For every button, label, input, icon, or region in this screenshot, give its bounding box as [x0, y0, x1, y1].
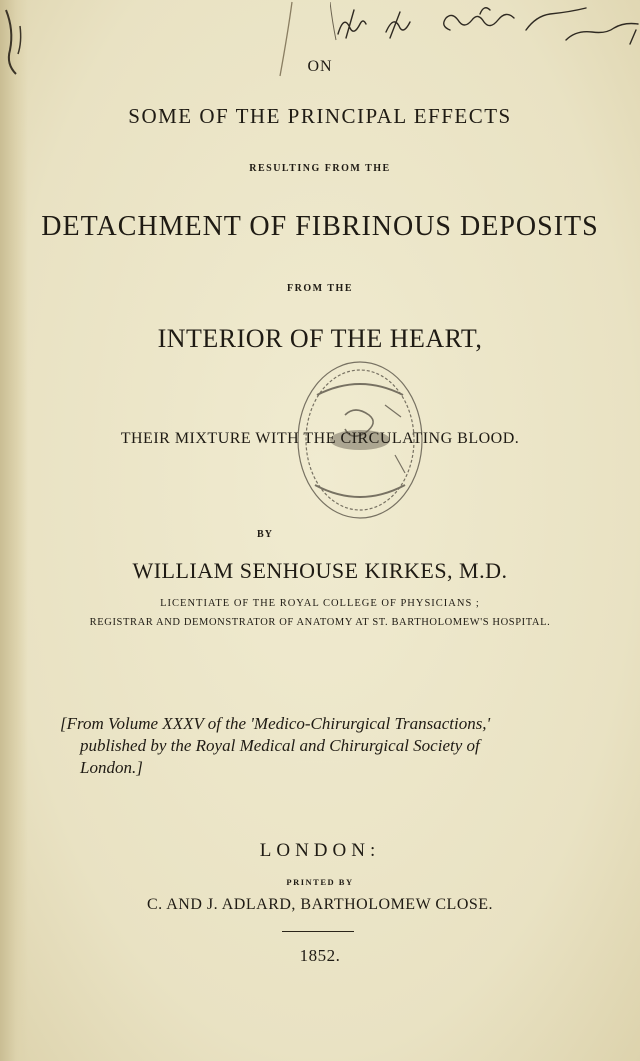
printed-by-label: PRINTED BY	[286, 877, 354, 887]
citation-line-2: published by the Royal Medical and Chirurgical Society of	[80, 736, 480, 755]
subtitle-resulting: RESULTING FROM THE	[249, 163, 391, 174]
subtitle-from-the: FROM THE	[287, 283, 353, 294]
margin-ink-mark	[0, 0, 60, 90]
preposition-on: ON	[307, 58, 333, 75]
citation-note	[60, 713, 600, 779]
publication-year: 1852.	[299, 946, 341, 965]
handwritten-inscription	[330, 0, 640, 48]
by-label: BY	[257, 529, 273, 540]
title-line-4: THEIR MIXTURE WITH THE CIRCULATING BLOOD.	[120, 430, 520, 447]
citation-line-3: London.]	[80, 758, 143, 777]
author-credential-2: REGISTRAR AND DEMONSTRATOR OF ANATOMY AT ST. BARTHOLOMEW'S HOSPITAL.	[89, 617, 551, 628]
author-name: WILLIAM SENHOUSE KIRKES, M.D.	[132, 558, 508, 583]
title-line-1: SOME OF THE PRINCIPAL EFFECTS	[128, 104, 512, 128]
divider-rule	[282, 931, 354, 932]
printer-name: C. AND J. ADLARD, BARTHOLOMEW CLOSE.	[146, 896, 494, 913]
title-line-2: DETACHMENT OF FIBRINOUS DEPOSITS	[41, 211, 599, 242]
author-credential-1: LICENTIATE OF THE ROYAL COLLEGE OF PHYSICIANS ;	[160, 598, 480, 609]
title-line-3: INTERIOR OF THE HEART,	[157, 324, 483, 353]
citation-line-1: [From Volume XXXV of the 'Medico-Chirurgical Transactions,'	[60, 714, 491, 733]
imprint-place: LONDON:	[259, 840, 381, 861]
